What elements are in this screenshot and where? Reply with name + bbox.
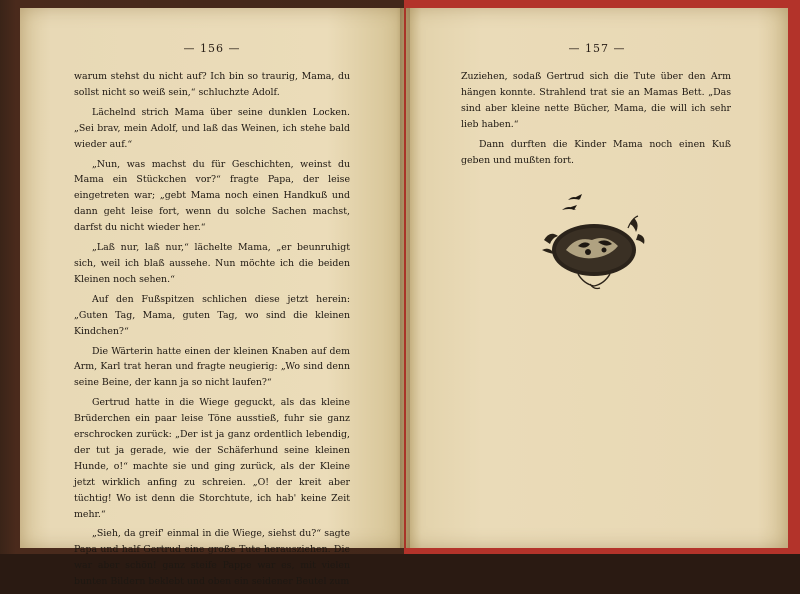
left-page (20, 8, 404, 588)
book-gutter (400, 8, 410, 548)
right-page-text (461, 69, 731, 172)
right-page (406, 8, 788, 548)
left-page-text (74, 69, 350, 594)
bird-nest-vignette-icon (538, 188, 650, 298)
paragraph: Zuziehen, sodaß Gertrud sich die Tute über den Arm hängen konnte. Strahlend trat sie an Mamas Bett. „Das sind aber kleine nette Bücher, Mama, die will ich sehr lieb haben.“ (461, 71, 731, 130)
paragraph: „Nun, was machst du für Geschichten, weinst du Mama ein Stückchen vor?“ fragte Papa, der leise eingetreten war; „gebt Mama noch einen Handkuß und dann geht leise fort, wenn du solche Sachen machst, darfst du nicht wieder her.“ (74, 158, 350, 234)
paragraph: „Laß nur, laß nur,“ lächelte Mama, „er beunruhigt sich, weil ich blaß aussehe. Nun möchte ich die beiden Kleinen noch sehen.“ (74, 242, 350, 285)
left-page-number: — 156 — (183, 42, 241, 55)
paragraph: Dann durften die Kinder Mama noch einen Kuß geben und mußten fort. (461, 138, 731, 166)
paragraph: Gertrud hatte in die Wiege geguckt, als das kleine Brüderchen ein paar leise Töne ausstieß, fuhr sie ganz erschrocken zurück: „Der ist ja ganz ordentlich lebendig, der tut ja gerade, wie der Schäferhund seine kleinen Hunde, o!“ machte sie und ging zurück, als der Kleine jetzt wirklich anfing zu schreien. „O! der kreit aber tüchtig! Wo ist denn die Storchtute, ich hab' keine Zeit mehr.“ (74, 397, 350, 520)
paragraph: Die Wärterin hatte einen der kleinen Knaben auf dem Arm, Karl trat heran und fragte neugierig: „Wo sind denn seine Beine, der kann ja so nicht laufen?“ (74, 345, 350, 389)
paragraph: Lächelnd strich Mama über seine dunklen Locken. „Sei brav, mein Adolf, und laß das Weinen, ich stehe bald wieder auf.“ (74, 106, 350, 150)
paragraph: „Sieh, da greif' einmal in die Wiege, siehst du?“ sagte Papa und half Gertrud eine große Tute herausziehen. Die war aber schön! ganz steife Pappe war es, mit vielen bunten Bildern beklebt und oben ein seidener Beutel zum (74, 528, 350, 588)
paragraph: Auf den Fußspitzen schlichen diese jetzt herein: „Guten Tag, Mama, guten Tag, wo sind die kleinen Kindchen?“ (74, 293, 350, 337)
right-page-number: — 157 — (568, 42, 626, 55)
paragraph: warum stehst du nicht auf? Ich bin so traurig, Mama, du sollst nicht so weiß sein,“ schluchzte Adolf. (74, 71, 350, 98)
